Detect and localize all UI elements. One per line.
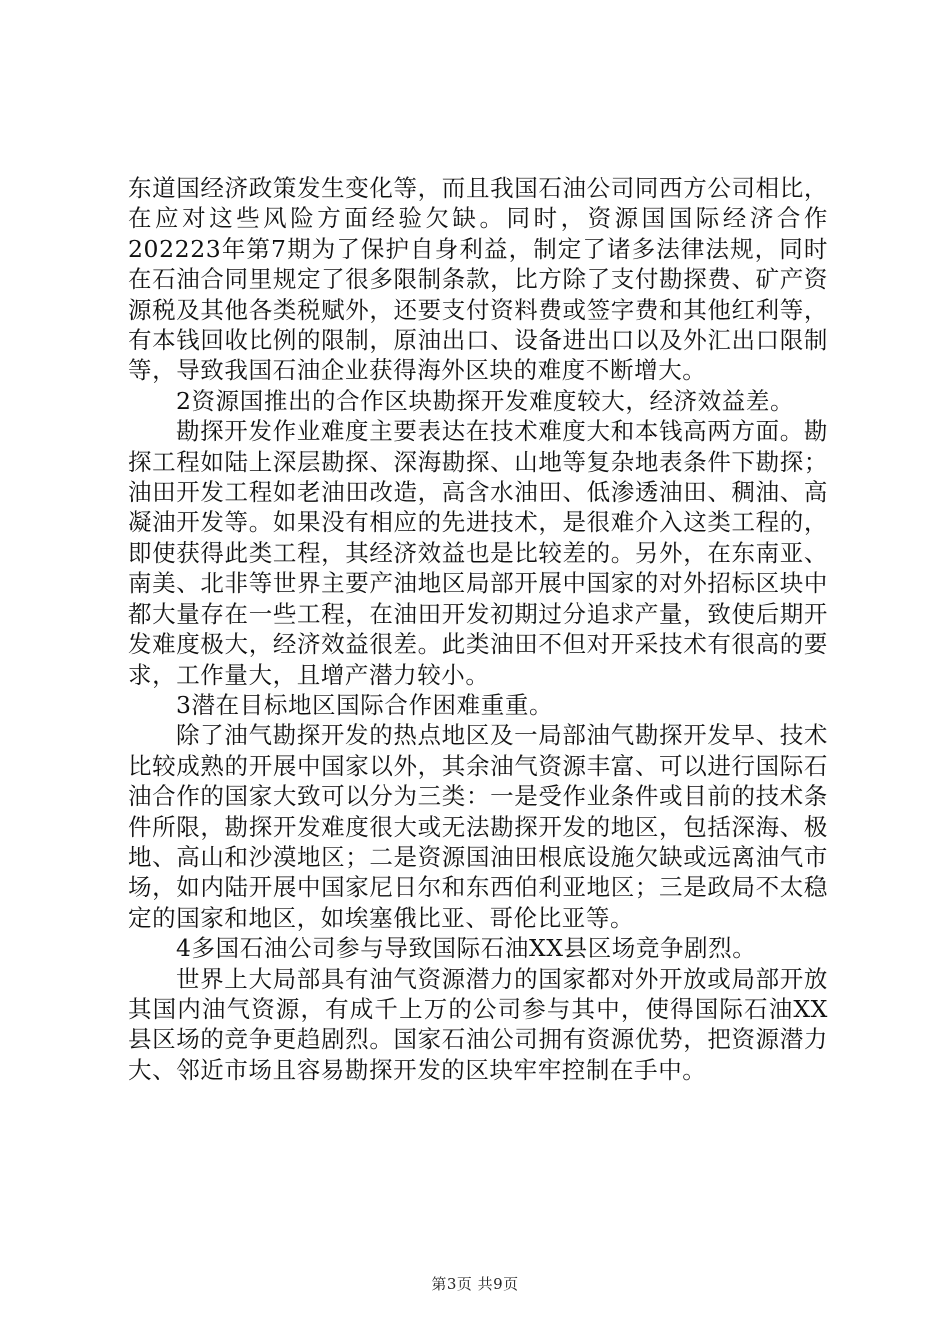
heading-item-3: 3潜在目标地区国际合作困难重重。 — [176, 690, 554, 719]
page-number-footer: 第3页 共9页 — [431, 1275, 519, 1293]
paragraph-body: 世界上大局部具有油气资源潜力的国家都对外开放或局部开放其国内油气资源，有成千上万的公司参与其中，使得国际石油XX县区场的竞争更趋剧烈。国家石油公司拥有资源优势，把资源潜力大、邻近市场且容易勘探开发的区块牢牢控制在手中。 — [128, 964, 828, 1084]
heading-item-4: 4多国石油公司参与导致国际石油XX县区场竞争剧烈。 — [176, 934, 757, 963]
heading-item-2: 2资源国推出的合作区块勘探开发难度较大，经济效益差。 — [176, 386, 795, 415]
paragraph-body: 勘探开发作业难度主要表达在技术难度大和本钱高两方面。勘探工程如陆上深层勘探、深海勘探、山地等复杂地表条件下勘探；油田开发工程如老油田改造，高含水油田、低渗透油田、稠油、高凝油开发等。如果没有相应的先进技术，是很难介入这类工程的，即使获得此类工程，其经济效益也是比较差的。另外，在东南亚、南美、北非等世界主要产油地区局部开展中国家的对外招标区块中都大量存在一些工程，在油田开发初期过分追求产量，致使后期开发难度极大，经济效益很差。此类油田不但对开采技术有很高的要求，工作量大，且增产潜力较小。 — [128, 417, 828, 689]
paragraph-body: 除了油气勘探开发的热点地区及一局部油气勘探开发早、技术比较成熟的开展中国家以外，其余油气资源丰富、可以进行国际石油合作的国家大致可以分为三类：一是受作业条件或目前的技术条件所限，勘探开发难度很大或无法勘探开发的地区，包括深海、极地、高山和沙漠地区；二是资源国油田根底设施欠缺或远离油气市场，如内陆开展中国家尼日尔和东西伯利亚地区；三是政局不太稳定的国家和地区，如埃塞俄比亚、哥伦比亚等。 — [128, 721, 828, 932]
document-body — [128, 173, 828, 1085]
paragraph-continuation: 东道国经济政策发生变化等，而且我国石油公司同西方公司相比，在应对这些风险方面经验欠缺。同时，资源国国际经济合作202223年第7期为了保护自身利益，制定了诸多法律法规，同时在石油合同里规定了很多限制条款，比方除了支付勘探费、矿产资源税及其他各类税赋外，还要支付资料费或签字费和其他红利等，有本钱回收比例的限制，原油出口、设备进出口以及外汇出口限制等，导致我国石油企业获得海外区块的难度不断增大。 — [128, 174, 828, 385]
